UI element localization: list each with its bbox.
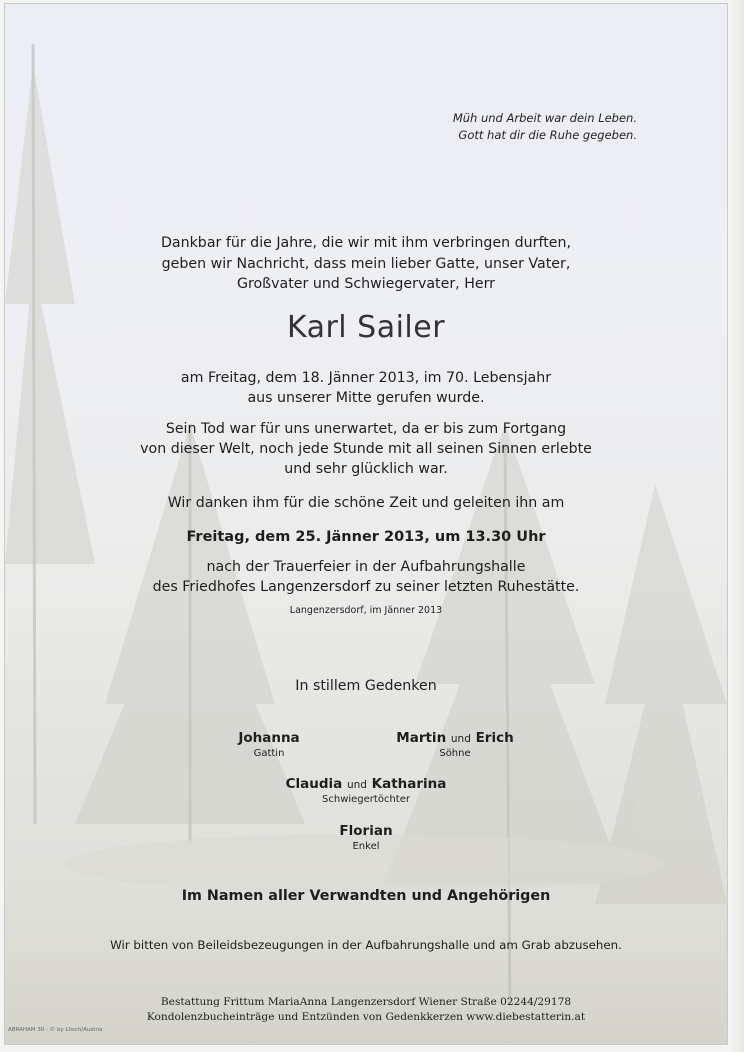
intro-line-1: Dankbar für die Jahre, die wir mit ihm verbringen durften, <box>160 235 572 251</box>
mourner-name: Florian <box>339 823 393 839</box>
funeral-date: Freitag, dem 25. Jänner 2013, um 13.30 Uhr <box>186 529 546 545</box>
tribute-line-3: und sehr glücklich war. <box>284 461 448 477</box>
intro-text <box>5 233 727 295</box>
motto-line-2: Gott hat dir die Ruhe gegeben. <box>458 128 637 142</box>
conjunction: und <box>346 779 367 791</box>
mourner-name-2: Katharina <box>371 776 447 792</box>
scan-edge <box>728 0 744 1052</box>
imprint: ABRAHAM 30 - © by Lösch/Austria <box>8 1027 103 1033</box>
deceased-name: Karl Sailer <box>286 310 446 345</box>
funeral-place <box>5 557 727 597</box>
death-info-line-2: aus unserer Mitte gerufen wurde. <box>247 390 485 406</box>
undertaker-line-2: Kondolenzbucheinträge und Entzünden von Gedenkkerzen www.diebestatterin.at <box>146 1011 586 1023</box>
mourner-relation: Enkel <box>352 841 380 852</box>
mourner-sons <box>375 730 535 759</box>
mourner-relation: Schwiegertöchter <box>322 794 410 805</box>
tribute-line-2: von dieser Welt, noch jede Stunde mit all seinen Sinnen erlebte <box>140 441 592 457</box>
condolence-request: Wir bitten von Beileidsbezeugungen in der Aufbahrungshalle und am Grab abzusehen. <box>110 938 622 952</box>
mourner-johanna <box>219 730 319 759</box>
mourner-names <box>5 776 727 792</box>
tribute <box>5 419 727 479</box>
intro-line-2: geben wir Nachricht, dass mein lieber Gatte, unser Vater, <box>161 255 571 272</box>
mourner-name-2: Erich <box>475 730 514 746</box>
mourner-grandchild <box>5 823 727 852</box>
obituary-sheet <box>4 3 728 1045</box>
tribute-line-1: Sein Tod war für uns unerwartet, da er bis zum Fortgang <box>165 421 567 437</box>
mourner-relation: Gattin <box>253 748 285 759</box>
motto <box>453 110 637 144</box>
mourner-name: Johanna <box>238 730 300 746</box>
undertaker-line-1: Bestattung Frittum MariaAnna Langenzersdorf Wiener Straße 02244/29178 <box>160 996 572 1008</box>
mourner-daughters-in-law <box>5 776 727 805</box>
mourner-names <box>375 730 535 746</box>
undertaker-info <box>5 995 727 1025</box>
motto-line-1: Müh und Arbeit war dein Leben. <box>452 111 637 125</box>
thanks: Wir danken ihm für die schöne Zeit und geleiten ihn am <box>167 495 565 511</box>
death-info <box>5 368 727 408</box>
mourner-relation: Söhne <box>439 748 471 759</box>
place-date: Langenzersdorf, im Jänner 2013 <box>289 605 443 616</box>
intro-line-3: Großvater und Schwiegervater, Herr <box>236 276 496 292</box>
funeral-place-line-1: nach der Trauerfeier in der Aufbahrungshalle <box>206 559 526 575</box>
mourner-name-1: Martin <box>396 730 447 746</box>
memory-heading: In stillem Gedenken <box>295 678 437 694</box>
mourner-name-1: Claudia <box>285 776 343 792</box>
relatives-line: Im Namen aller Verwandten und Angehörigen <box>181 888 551 904</box>
conjunction: und <box>450 733 471 745</box>
funeral-place-line-2: des Friedhofes Langenzersdorf zu seiner letzten Ruhestätte. <box>152 579 580 595</box>
death-info-line-1: am Freitag, dem 18. Jänner 2013, im 70. Lebensjahr <box>180 370 552 386</box>
